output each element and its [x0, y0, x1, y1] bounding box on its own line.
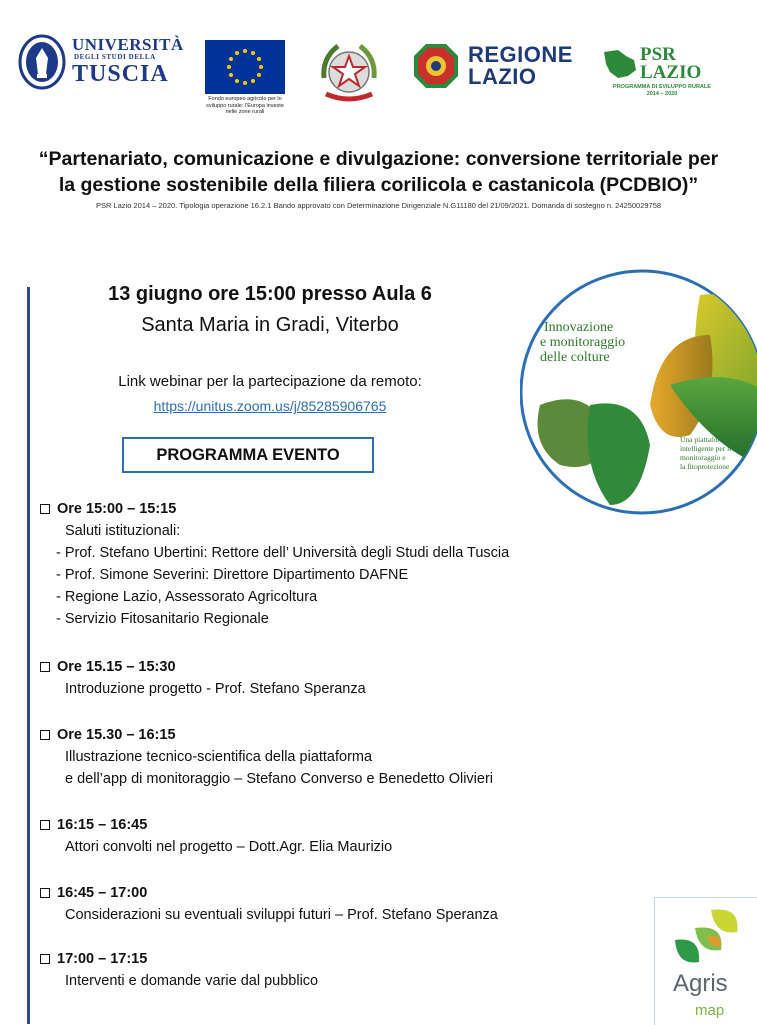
psr-subtitle-line2: 2014 – 2020: [646, 91, 678, 97]
agris-sub: map: [695, 1002, 725, 1019]
slot-sub-item: - Prof. Simone Severini: Direttore Dipartimento DAFNE: [56, 567, 409, 583]
psr-lazio-logo: [600, 44, 720, 100]
unitus-line3: TUSCIA: [72, 61, 169, 87]
psr-subtitle: [604, 84, 720, 98]
funding-reference: PSR Lazio 2014 – 2020. Tipologia operazione 16.2.1 Bando approvato con Determinazione Dirigenziale N.G11180 del 21/09/2021. Domanda di sostegno n. 24250029758: [95, 201, 662, 210]
circle-title-line3: delle colture: [540, 350, 610, 365]
psr-subtitle-line1: PROGRAMMA DI SVILUPPO RURALE: [613, 84, 711, 90]
psr-title-line1: PSR: [640, 44, 676, 65]
unitus-seal-icon: [18, 34, 66, 90]
circle-title-line1: Innovazione: [544, 320, 614, 335]
slot-sub-item: - Regione Lazio, Assessorato Agricoltura: [56, 589, 318, 605]
slot-line: Saluti istituzionali:: [65, 523, 181, 539]
project-title: [0, 146, 757, 198]
slot-line: Interventi e domande varie dal pubblico: [65, 973, 319, 989]
slot-time: Ore 15.15 – 15:30: [57, 659, 176, 675]
project-title-line2: la gestione sostenibile della filiera corilicola e castanicola (PCDBIO)”: [58, 174, 699, 196]
event-date: 13 giugno ore 15:00 presso Aula 6: [108, 283, 432, 305]
circle-sub-line3: monitoraggio e: [680, 453, 726, 462]
circle-sub-line2: intelligente per il: [680, 444, 732, 453]
lazio-region-map-icon: [600, 48, 640, 80]
schedule-slot-4: [40, 814, 392, 858]
leaf-icon: [671, 906, 741, 968]
unitus-logo: [18, 32, 184, 94]
slot-time: 16:45 – 17:00: [57, 885, 148, 901]
schedule-slot-3: [40, 724, 493, 790]
agris-name: Agris: [673, 970, 728, 997]
schedule-slot-1: [40, 498, 509, 630]
circle-sub-line1: Una piattaforma: [680, 435, 729, 444]
eu-caption: Fondo europeo agricolo per lo sviluppo rurale: l'Europa investe nelle zone rurali: [206, 96, 284, 115]
unitus-line1: UNIVERSITÀ: [72, 35, 184, 54]
regione-lazio-logo: [468, 44, 573, 88]
slot-time: 16:15 – 16:45: [57, 817, 148, 833]
checkbox-icon: [40, 820, 50, 830]
regione-lazio-line1: REGIONE: [468, 42, 573, 67]
checkbox-icon: [40, 730, 50, 740]
regione-lazio-line2: LAZIO: [468, 64, 537, 89]
slot-sub-item: - Prof. Stefano Ubertini: Rettore dell’ Università degli Studi della Tuscia: [56, 545, 510, 561]
event-place: Santa Maria in Gradi, Viterbo: [141, 314, 399, 336]
eu-flag-icon: [205, 40, 285, 94]
regione-lazio-emblem-icon: [412, 42, 460, 90]
slot-line: Illustrazione tecnico-scientifica della piattaforma: [65, 749, 373, 765]
left-accent-bar: [27, 287, 30, 1024]
slot-line: Introduzione progetto - Prof. Stefano Speranza: [65, 681, 366, 697]
project-title-line1: “Partenariato, comunicazione e divulgazione: conversione territoriale per: [38, 148, 719, 170]
schedule-slot-6: [40, 948, 318, 992]
checkbox-icon: [40, 662, 50, 672]
agris-map-logo: [654, 897, 757, 1025]
unitus-line2: DEGLI STUDI DELLA: [74, 53, 156, 61]
program-heading: PROGRAMMA EVENTO: [122, 437, 374, 473]
webinar-link[interactable]: https://unitus.zoom.us/j/85285906765: [153, 398, 387, 414]
webinar-label: Link webinar per la partecipazione da remoto:: [118, 373, 422, 390]
slot-time: Ore 15:00 – 15:15: [57, 501, 177, 517]
innovation-circle-graphic: [520, 225, 757, 560]
slot-line: Considerazioni su eventuali sviluppi futuri – Prof. Stefano Speranza: [65, 907, 498, 923]
checkbox-icon: [40, 888, 50, 898]
psr-title: [640, 46, 701, 82]
circle-title-line2: e monitoraggio: [540, 335, 626, 350]
slot-line: Attori convolti nel progetto – Dott.Agr. Elia Maurizio: [65, 839, 393, 855]
slot-sub-item: - Servizio Fitosanitario Regionale: [56, 611, 269, 627]
slot-time: Ore 15.30 – 16:15: [57, 727, 176, 743]
circle-sub-line4: la fitoprotezione: [680, 462, 730, 471]
schedule-slot-5: [40, 882, 498, 926]
checkbox-icon: [40, 504, 50, 514]
schedule-slot-2: [40, 656, 366, 700]
checkbox-icon: [40, 954, 50, 964]
slot-time: 17:00 – 17:15: [57, 951, 148, 967]
psr-title-line2: LAZIO: [640, 62, 702, 83]
slot-line: e dell’app di monitoraggio – Stefano Converso e Benedetto Olivieri: [65, 771, 494, 787]
italian-republic-emblem-icon: [318, 38, 380, 108]
